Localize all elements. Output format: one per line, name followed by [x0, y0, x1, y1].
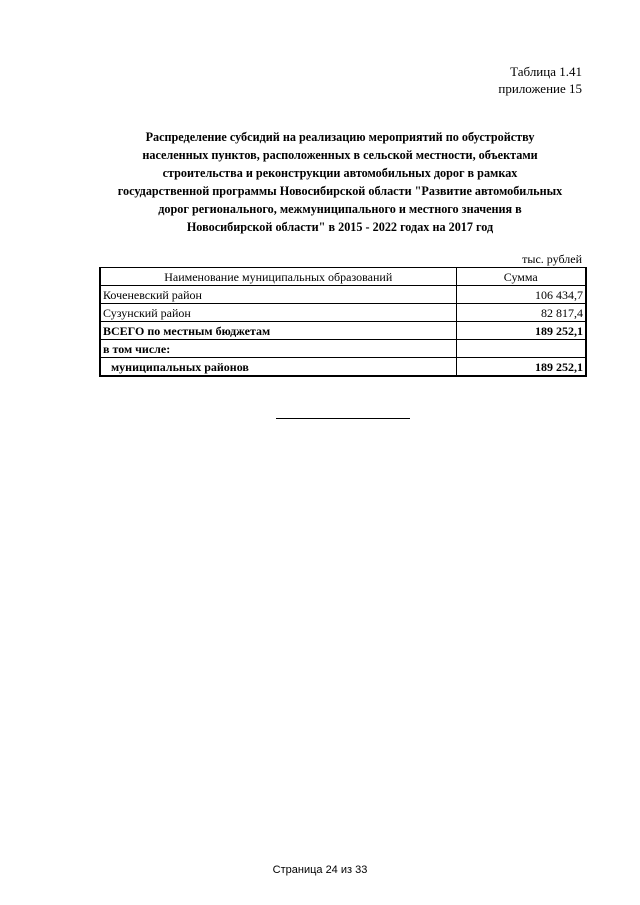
column-header-name: Наименование муниципальных образований [100, 268, 456, 286]
row-name: ВСЕГО по местным бюджетам [100, 322, 456, 340]
title-line: строительства и реконструкции автомобильных дорог в рамках [162, 166, 518, 180]
column-header-amount: Сумма [456, 268, 586, 286]
table-row-subtotal [100, 358, 586, 377]
table-number: Таблица 1.41 [510, 64, 582, 79]
title-line: государственной программы Новосибирской области "Развитие автомобильных [117, 184, 563, 198]
appendix-number: приложение 15 [498, 81, 582, 96]
closing-rule [276, 418, 410, 419]
document-title [80, 128, 600, 236]
row-amount: 189 252,1 [456, 358, 586, 377]
title-line: Распределение субсидий на реализацию мероприятий по обустройству [145, 130, 535, 144]
table-row [100, 286, 586, 304]
row-amount: 106 434,7 [456, 286, 586, 304]
row-amount [456, 340, 586, 358]
row-name: муниципальных районов [100, 358, 456, 377]
subsidy-table [99, 267, 587, 377]
units-label: тыс. рублей [522, 252, 582, 266]
table-row [100, 304, 586, 322]
row-amount: 189 252,1 [456, 322, 586, 340]
row-amount: 82 817,4 [456, 304, 586, 322]
row-name: в том числе: [100, 340, 456, 358]
table-header-row [100, 268, 586, 286]
table-row-subheading [100, 340, 586, 358]
row-name: Коченевский район [100, 286, 456, 304]
row-name: Сузунский район [100, 304, 456, 322]
title-line: Новосибирской области" в 2015 - 2022 годах на 2017 год [186, 220, 494, 234]
table-row-total [100, 322, 586, 340]
title-line: дорог регионального, межмуниципального и местного значения в [158, 202, 522, 216]
title-line: населенных пунктов, расположенных в сельской местности, объектами [142, 148, 538, 162]
page-number: Страница 24 из 33 [272, 864, 368, 876]
